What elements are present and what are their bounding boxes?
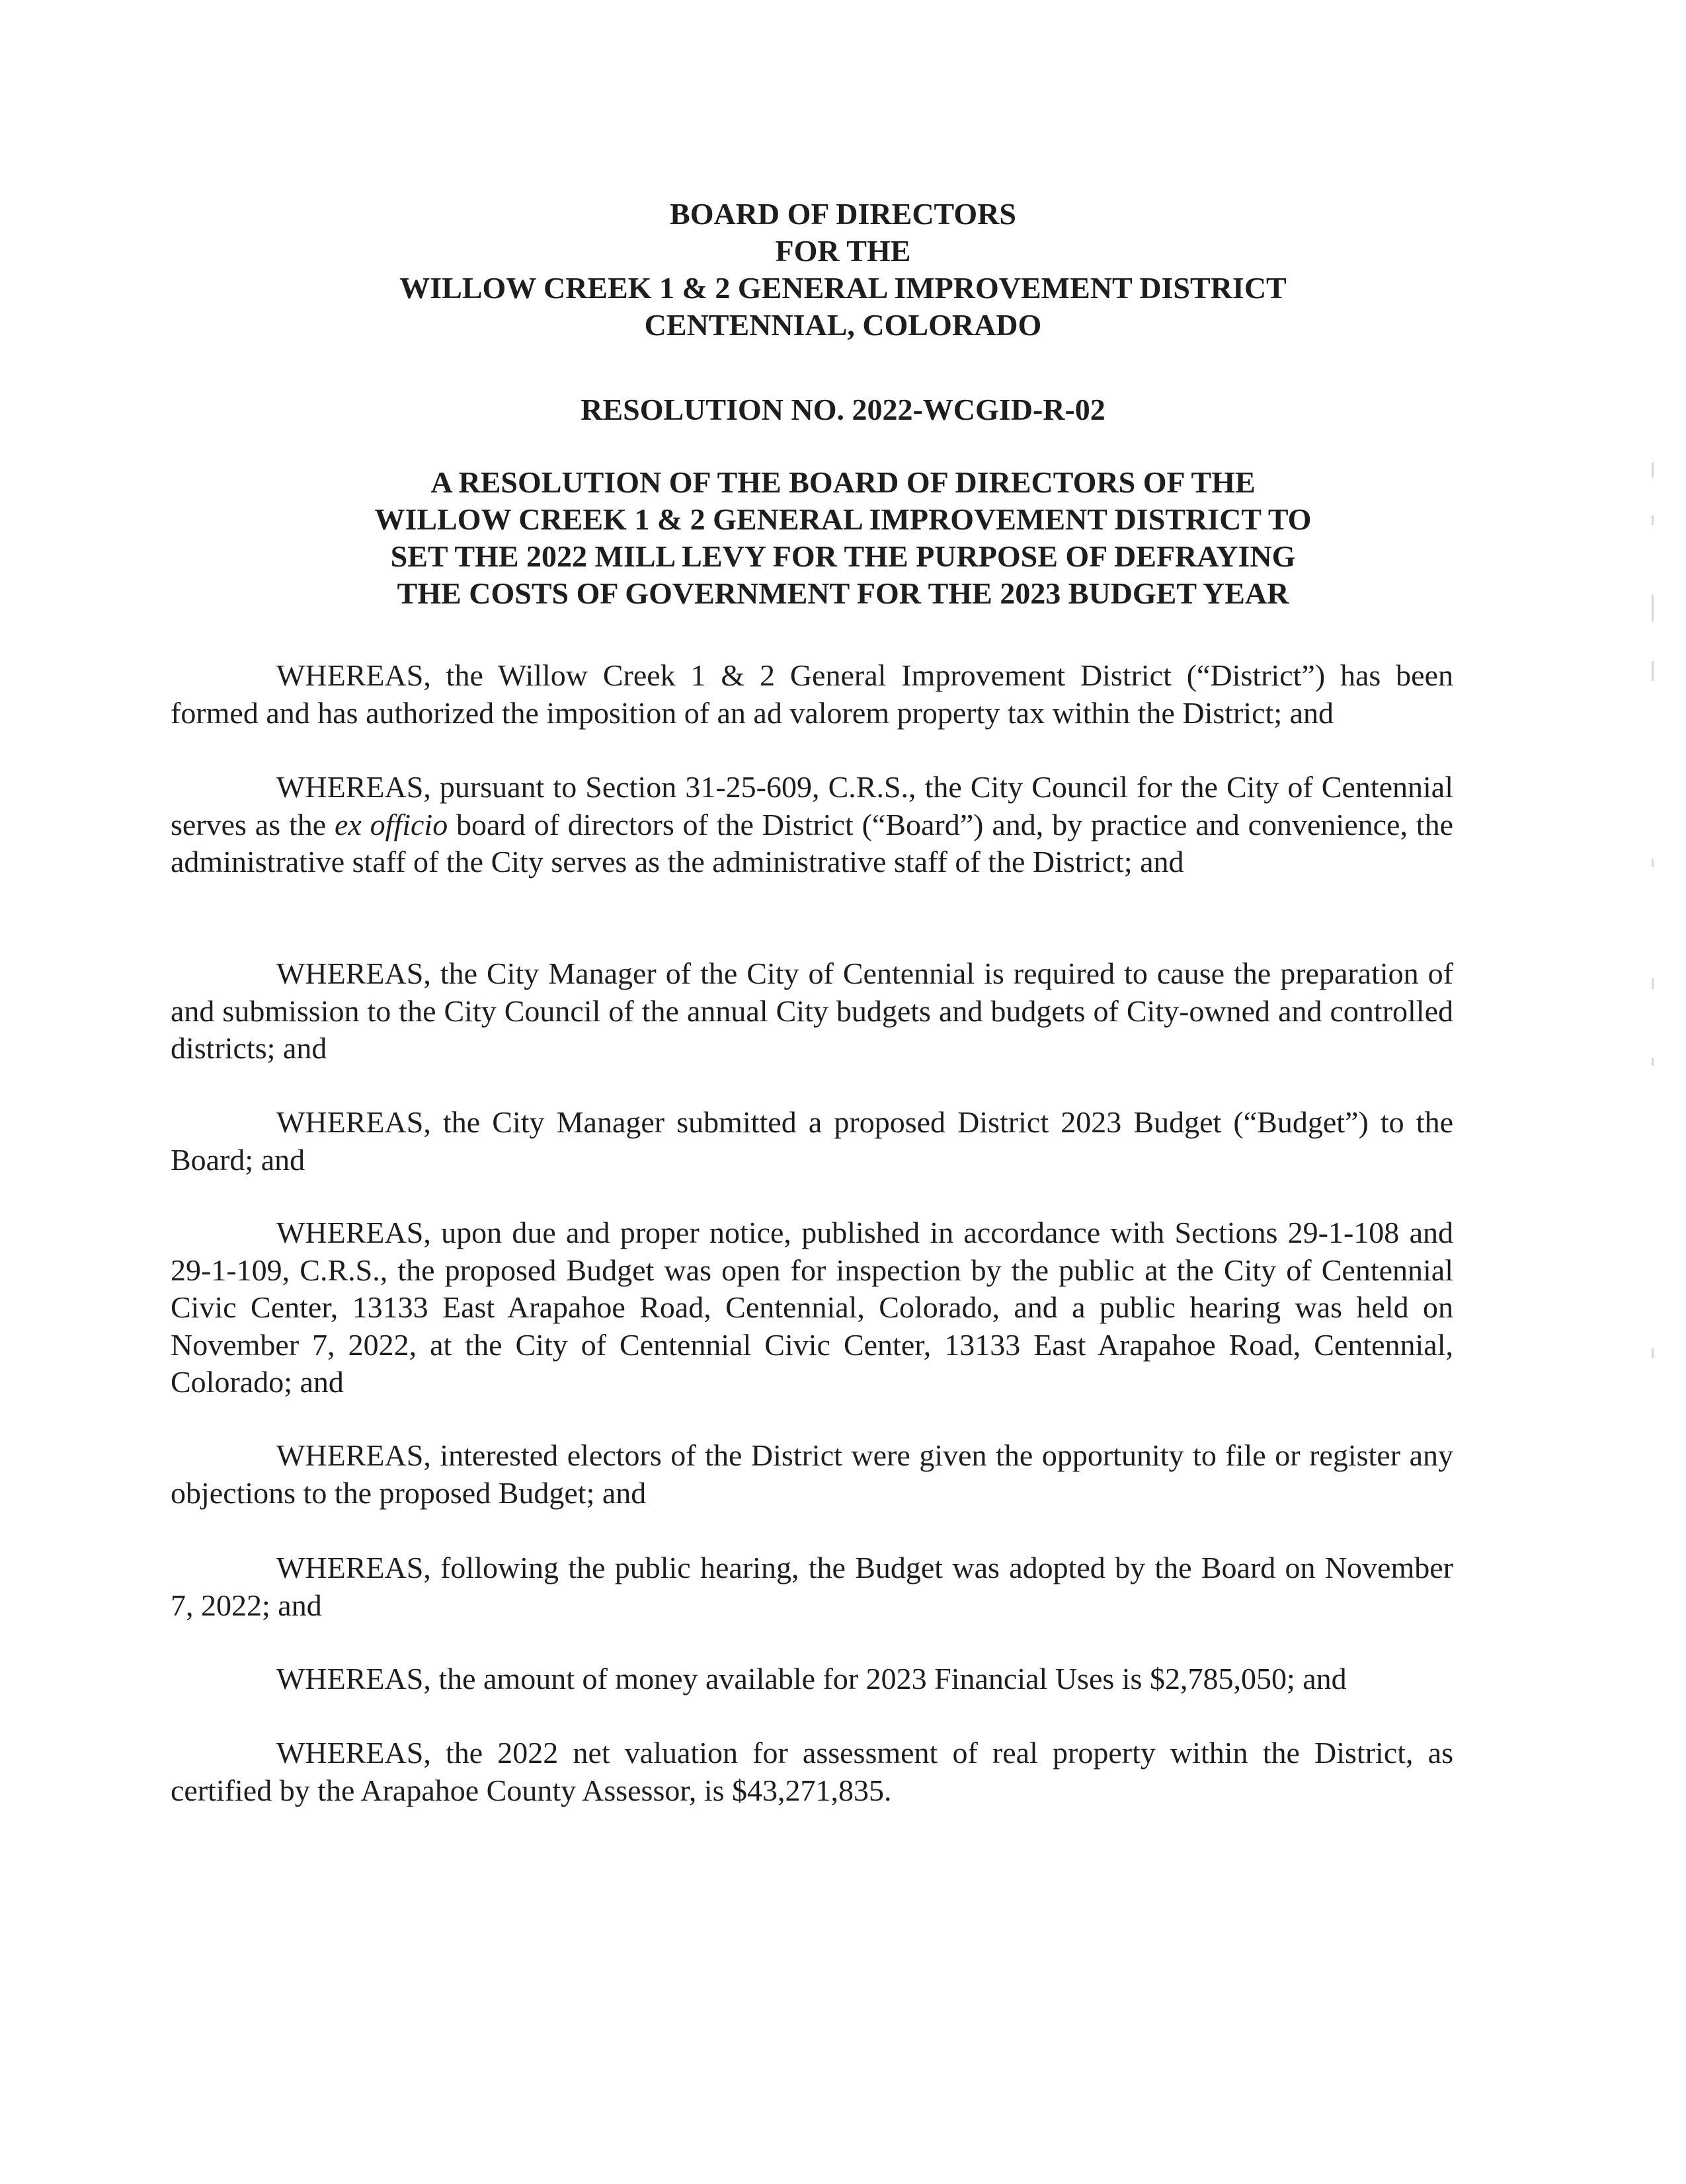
- whereas-district-formed: WHEREAS, the Willow Creek 1 & 2 General Improvement District (“District”) has been formed and has authorized the imposition of an ad valorem property tax within the District; and: [171, 658, 1453, 730]
- scan-edge-mark: [1652, 595, 1654, 621]
- resolution-title-line-2: WILLOW CREEK 1 & 2 GENERAL IMPROVEMENT DISTRICT TO: [374, 502, 1312, 536]
- resolution-title: [0, 464, 1686, 612]
- whereas-net-valuation: WHEREAS, the 2022 net valuation for assessment of real property within the District, as certified by the Arapahoe County Assessor, is $43,271,835.: [171, 1736, 1453, 1807]
- whereas-budget-submitted: WHEREAS, the City Manager submitted a proposed District 2023 Budget (“Budget”) to the Board; and: [171, 1105, 1453, 1177]
- resolution-title-line-3: SET THE 2022 MILL LEVY FOR THE PURPOSE OF DEFRAYING: [390, 539, 1296, 573]
- scan-edge-mark: [1652, 1058, 1654, 1066]
- scan-edge-mark: [1652, 661, 1654, 681]
- whereas-city-council-text-1: WHEREAS, pursuant to Section 31-25-609, C.R.S., the City Council for the City of Centennial serves as the: [171, 770, 1453, 841]
- whereas-city-manager-required: WHEREAS, the City Manager of the City of Centennial is required to cause the preparation of and submission to the City Council of the annual City budgets and budgets of City-owned and controlled districts; and: [171, 956, 1453, 1065]
- scan-edge-mark: [1652, 516, 1654, 525]
- resolution-number: RESOLUTION NO. 2022-WCGID-R-02: [581, 393, 1105, 426]
- resolution-title-line-4: THE COSTS OF GOVERNMENT FOR THE 2023 BUDGET YEAR: [397, 576, 1289, 610]
- document-header: [0, 196, 1686, 344]
- scan-edge-mark: [1652, 463, 1654, 477]
- scan-edge-mark: [1652, 978, 1654, 989]
- whereas-budget-adopted: WHEREAS, following the public hearing, the Budget was adopted by the Board on November 7, 2022; and: [171, 1551, 1453, 1622]
- header-line-district-name: WILLOW CREEK 1 & 2 GENERAL IMPROVEMENT DISTRICT: [399, 271, 1287, 305]
- whereas-city-council-text-2: board of directors of the District (“Board”) and, by practice and convenience, the administrative staff of the City serves as the administrative staff of the District; and: [171, 807, 1453, 878]
- whereas-city-council-italic: ex officio: [335, 807, 448, 841]
- whereas-public-hearing: WHEREAS, upon due and proper notice, published in accordance with Sections 29-1-108 and 29-1-109, C.R.S., the proposed Budget was open for inspection by the public at the City of Centennial Civic Center, 13133 East Arapahoe Road, Centennial, Colorado, and a public hearing was held on November 7, 2022, at the City of Centennial Civic Center, 13133 East Arapahoe Road, Centennial, Colorado; and: [171, 1216, 1453, 1399]
- resolution-title-line-1: A RESOLUTION OF THE BOARD OF DIRECTORS OF THE: [430, 465, 1256, 499]
- scan-edge-mark: [1652, 859, 1654, 867]
- header-line-for-the: FOR THE: [775, 234, 911, 268]
- whereas-electors-objections: WHEREAS, interested electors of the District were given the opportunity to file or register any objections to the proposed Budget; and: [171, 1438, 1453, 1510]
- whereas-financial-uses: WHEREAS, the amount of money available for 2023 Financial Uses is $2,785,050; and: [276, 1662, 1347, 1696]
- whereas-city-council-board: [171, 769, 1453, 881]
- header-line-board: BOARD OF DIRECTORS: [670, 197, 1016, 231]
- header-line-location: CENTENNIAL, COLORADO: [644, 308, 1042, 342]
- scan-edge-mark: [1652, 1348, 1654, 1358]
